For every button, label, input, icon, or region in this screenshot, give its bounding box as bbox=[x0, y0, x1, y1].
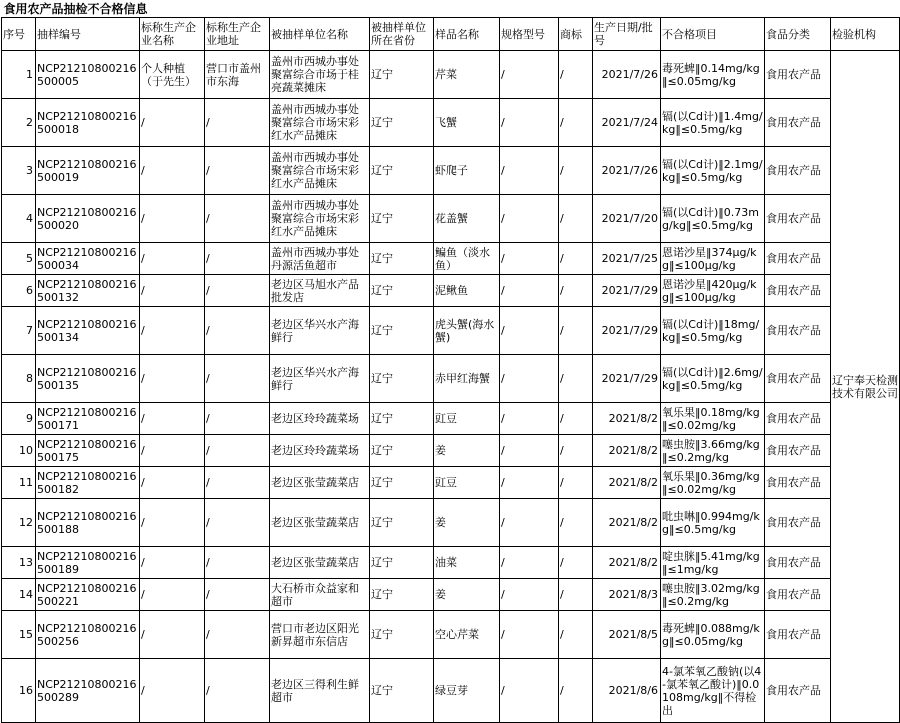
header-cell: 标称生产企业名称 bbox=[140, 18, 205, 51]
cell-producer: / bbox=[140, 659, 205, 723]
cell-code: NCP21210800216500134 bbox=[36, 307, 140, 355]
cell-category: 食用农产品 bbox=[765, 499, 831, 547]
cell-date: 2021/8/2 bbox=[593, 435, 661, 467]
cell-category: 食用农产品 bbox=[765, 243, 831, 275]
cell-code: NCP21210800216500289 bbox=[36, 659, 140, 723]
cell-spec: / bbox=[500, 307, 559, 355]
cell-code: NCP21210800216500020 bbox=[36, 195, 140, 243]
cell-producer: / bbox=[140, 195, 205, 243]
cell-province: 辽宁 bbox=[370, 403, 434, 435]
cell-address: / bbox=[205, 355, 270, 403]
cell-producer: / bbox=[140, 147, 205, 195]
cell-brand: / bbox=[559, 51, 593, 99]
cell-date: 2021/7/24 bbox=[593, 99, 661, 147]
results-table bbox=[1, 1, 900, 723]
cell-brand: / bbox=[559, 499, 593, 547]
cell-province: 辽宁 bbox=[370, 147, 434, 195]
table-row bbox=[2, 147, 900, 195]
cell-spec: / bbox=[500, 435, 559, 467]
cell-brand: / bbox=[559, 403, 593, 435]
cell-no: 5 bbox=[2, 243, 36, 275]
header-cell: 检验机构 bbox=[831, 18, 900, 51]
cell-producer: / bbox=[140, 243, 205, 275]
cell-sample: 豇豆 bbox=[434, 467, 500, 499]
cell-producer: / bbox=[140, 579, 205, 611]
cell-unit: 老边区马旭水产品批发店 bbox=[270, 275, 370, 307]
cell-unit: 老边区玲玲蔬菜场 bbox=[270, 403, 370, 435]
cell-sample: 姜 bbox=[434, 435, 500, 467]
cell-address: / bbox=[205, 435, 270, 467]
header-cell: 被抽样单位名称 bbox=[270, 18, 370, 51]
table-row bbox=[2, 499, 900, 547]
cell-province: 辽宁 bbox=[370, 467, 434, 499]
cell-spec: / bbox=[500, 51, 559, 99]
header-cell: 不合格项目 bbox=[661, 18, 765, 51]
cell-no: 11 bbox=[2, 467, 36, 499]
cell-date: 2021/8/2 bbox=[593, 467, 661, 499]
cell-unit: 老边区三得利生鲜超市 bbox=[270, 659, 370, 723]
header-cell: 序号 bbox=[2, 18, 36, 51]
header-cell: 被抽样单位所在省份 bbox=[370, 18, 434, 51]
cell-brand: / bbox=[559, 435, 593, 467]
cell-agency: 辽宁奉天检测技术有限公司 bbox=[831, 51, 900, 723]
cell-category: 食用农产品 bbox=[765, 579, 831, 611]
table-row bbox=[2, 307, 900, 355]
cell-producer: / bbox=[140, 99, 205, 147]
cell-no: 8 bbox=[2, 355, 36, 403]
cell-brand: / bbox=[559, 659, 593, 723]
header-cell: 样品名称 bbox=[434, 18, 500, 51]
cell-province: 辽宁 bbox=[370, 579, 434, 611]
cell-brand: / bbox=[559, 579, 593, 611]
cell-address: 营口市盖州市东海 bbox=[205, 51, 270, 99]
cell-no: 4 bbox=[2, 195, 36, 243]
cell-item: 镉(以Cd计)‖1.4mg/kg‖≤0.5mg/kg bbox=[661, 99, 765, 147]
table-row bbox=[2, 467, 900, 499]
cell-date: 2021/7/20 bbox=[593, 195, 661, 243]
table-row bbox=[2, 355, 900, 403]
cell-address: / bbox=[205, 611, 270, 659]
cell-item: 镉(以Cd计)‖2.1mg/kg‖≤0.5mg/kg bbox=[661, 147, 765, 195]
cell-unit: 盖州市西城办事处聚富综合市场宋彩红水产品摊床 bbox=[270, 195, 370, 243]
cell-sample: 赤甲红海蟹 bbox=[434, 355, 500, 403]
cell-brand: / bbox=[559, 307, 593, 355]
cell-no: 3 bbox=[2, 147, 36, 195]
cell-spec: / bbox=[500, 243, 559, 275]
cell-date: 2021/7/25 bbox=[593, 243, 661, 275]
cell-province: 辽宁 bbox=[370, 659, 434, 723]
cell-unit: 盖州市西城办事处聚富综合市场宋彩红水产品摊床 bbox=[270, 99, 370, 147]
cell-item: 恩诺沙星‖420μg/kg‖≤100μg/kg bbox=[661, 275, 765, 307]
cell-date: 2021/7/26 bbox=[593, 51, 661, 99]
cell-province: 辽宁 bbox=[370, 243, 434, 275]
table-row bbox=[2, 547, 900, 579]
cell-date: 2021/7/29 bbox=[593, 275, 661, 307]
cell-sample: 姜 bbox=[434, 499, 500, 547]
cell-brand: / bbox=[559, 547, 593, 579]
cell-item: 4-氯苯氧乙酸钠(以4-氯苯氧乙酸计)‖0.0108mg/kg‖不得检出 bbox=[661, 659, 765, 723]
cell-producer: / bbox=[140, 499, 205, 547]
cell-sample: 姜 bbox=[434, 579, 500, 611]
cell-unit: 老边区华兴水产海鲜行 bbox=[270, 307, 370, 355]
cell-sample: 绿豆芽 bbox=[434, 659, 500, 723]
cell-address: / bbox=[205, 403, 270, 435]
cell-item: 恩诺沙星‖374μg/kg‖≤100μg/kg bbox=[661, 243, 765, 275]
cell-brand: / bbox=[559, 355, 593, 403]
cell-brand: / bbox=[559, 275, 593, 307]
cell-address: / bbox=[205, 579, 270, 611]
cell-no: 15 bbox=[2, 611, 36, 659]
cell-spec: / bbox=[500, 499, 559, 547]
cell-brand: / bbox=[559, 467, 593, 499]
cell-province: 辽宁 bbox=[370, 499, 434, 547]
cell-no: 12 bbox=[2, 499, 36, 547]
cell-category: 食用农产品 bbox=[765, 659, 831, 723]
cell-unit: 老边区张莹蔬菜店 bbox=[270, 499, 370, 547]
table-row bbox=[2, 579, 900, 611]
cell-item: 氧乐果‖0.18mg/kg‖≤0.02mg/kg bbox=[661, 403, 765, 435]
table-row bbox=[2, 611, 900, 659]
cell-category: 食用农产品 bbox=[765, 611, 831, 659]
cell-date: 2021/8/2 bbox=[593, 547, 661, 579]
table-row bbox=[2, 435, 900, 467]
cell-producer: 个人种植（于先生） bbox=[140, 51, 205, 99]
cell-unit: 老边区张莹蔬菜店 bbox=[270, 467, 370, 499]
cell-item: 镉(以Cd计)‖2.6mg/kg‖≤0.5mg/kg bbox=[661, 355, 765, 403]
cell-date: 2021/7/29 bbox=[593, 307, 661, 355]
cell-address: / bbox=[205, 659, 270, 723]
cell-spec: / bbox=[500, 611, 559, 659]
cell-province: 辽宁 bbox=[370, 51, 434, 99]
cell-producer: / bbox=[140, 435, 205, 467]
cell-province: 辽宁 bbox=[370, 435, 434, 467]
cell-unit: 盖州市西城办事处丹源活鱼超市 bbox=[270, 243, 370, 275]
cell-unit: 大石桥市众益家和超市 bbox=[270, 579, 370, 611]
cell-spec: / bbox=[500, 467, 559, 499]
cell-category: 食用农产品 bbox=[765, 355, 831, 403]
cell-brand: / bbox=[559, 99, 593, 147]
table-row bbox=[2, 275, 900, 307]
cell-producer: / bbox=[140, 611, 205, 659]
cell-brand: / bbox=[559, 611, 593, 659]
cell-spec: / bbox=[500, 275, 559, 307]
cell-address: / bbox=[205, 547, 270, 579]
cell-category: 食用农产品 bbox=[765, 147, 831, 195]
cell-unit: 盖州市西城办事处聚富综合市场于桂亮蔬菜摊床 bbox=[270, 51, 370, 99]
cell-address: / bbox=[205, 195, 270, 243]
cell-spec: / bbox=[500, 659, 559, 723]
cell-no: 14 bbox=[2, 579, 36, 611]
cell-category: 食用农产品 bbox=[765, 547, 831, 579]
cell-province: 辽宁 bbox=[370, 307, 434, 355]
cell-spec: / bbox=[500, 195, 559, 243]
cell-spec: / bbox=[500, 355, 559, 403]
cell-date: 2021/7/29 bbox=[593, 355, 661, 403]
cell-spec: / bbox=[500, 403, 559, 435]
cell-address: / bbox=[205, 275, 270, 307]
table-row bbox=[2, 659, 900, 723]
cell-category: 食用农产品 bbox=[765, 467, 831, 499]
cell-brand: / bbox=[559, 195, 593, 243]
cell-spec: / bbox=[500, 579, 559, 611]
cell-no: 7 bbox=[2, 307, 36, 355]
cell-sample: 飞蟹 bbox=[434, 99, 500, 147]
header-row bbox=[2, 18, 900, 51]
cell-address: / bbox=[205, 99, 270, 147]
cell-code: NCP21210800216500135 bbox=[36, 355, 140, 403]
cell-item: 氧乐果‖0.36mg/kg‖≤0.02mg/kg bbox=[661, 467, 765, 499]
cell-unit: 老边区玲玲蔬菜场 bbox=[270, 435, 370, 467]
header-cell: 抽样编号 bbox=[36, 18, 140, 51]
cell-item: 噻虫胺‖3.02mg/kg‖≤0.2mg/kg bbox=[661, 579, 765, 611]
header-cell: 食品分类 bbox=[765, 18, 831, 51]
cell-code: NCP21210800216500005 bbox=[36, 51, 140, 99]
table-row bbox=[2, 99, 900, 147]
cell-date: 2021/8/5 bbox=[593, 611, 661, 659]
cell-unit: 老边区张莹蔬菜店 bbox=[270, 547, 370, 579]
cell-item: 啶虫脒‖5.41mg/kg‖≤1mg/kg bbox=[661, 547, 765, 579]
cell-province: 辽宁 bbox=[370, 195, 434, 243]
cell-item: 镉(以Cd计)‖18mg/kg‖≤0.5mg/kg bbox=[661, 307, 765, 355]
table-row bbox=[2, 195, 900, 243]
cell-item: 镉(以Cd计)‖0.73mg/kg‖≤0.5mg/kg bbox=[661, 195, 765, 243]
cell-category: 食用农产品 bbox=[765, 403, 831, 435]
cell-date: 2021/8/2 bbox=[593, 403, 661, 435]
cell-no: 13 bbox=[2, 547, 36, 579]
cell-unit: 盖州市西城办事处聚富综合市场宋彩红水产品摊床 bbox=[270, 147, 370, 195]
cell-spec: / bbox=[500, 147, 559, 195]
cell-sample: 虾爬子 bbox=[434, 147, 500, 195]
cell-producer: / bbox=[140, 547, 205, 579]
cell-item: 毒死蜱‖0.088mg/kg‖≤0.05mg/kg bbox=[661, 611, 765, 659]
cell-producer: / bbox=[140, 307, 205, 355]
cell-category: 食用农产品 bbox=[765, 435, 831, 467]
table-row bbox=[2, 243, 900, 275]
cell-address: / bbox=[205, 499, 270, 547]
cell-item: 噻虫胺‖3.66mg/kg‖≤0.2mg/kg bbox=[661, 435, 765, 467]
cell-code: NCP21210800216500132 bbox=[36, 275, 140, 307]
header-cell: 标称生产企业地址 bbox=[205, 18, 270, 51]
cell-province: 辽宁 bbox=[370, 355, 434, 403]
cell-category: 食用农产品 bbox=[765, 99, 831, 147]
cell-sample: 花盖蟹 bbox=[434, 195, 500, 243]
cell-unit: 老边区华兴水产海鲜行 bbox=[270, 355, 370, 403]
cell-code: NCP21210800216500175 bbox=[36, 435, 140, 467]
cell-province: 辽宁 bbox=[370, 547, 434, 579]
cell-date: 2021/8/3 bbox=[593, 579, 661, 611]
cell-producer: / bbox=[140, 403, 205, 435]
cell-category: 食用农产品 bbox=[765, 195, 831, 243]
cell-code: NCP21210800216500034 bbox=[36, 243, 140, 275]
cell-no: 9 bbox=[2, 403, 36, 435]
cell-address: / bbox=[205, 307, 270, 355]
cell-sample: 芹菜 bbox=[434, 51, 500, 99]
cell-unit: 营口市老边区阳光新昇超市东信店 bbox=[270, 611, 370, 659]
cell-no: 16 bbox=[2, 659, 36, 723]
cell-code: NCP21210800216500171 bbox=[36, 403, 140, 435]
cell-address: / bbox=[205, 243, 270, 275]
cell-province: 辽宁 bbox=[370, 611, 434, 659]
cell-date: 2021/8/2 bbox=[593, 499, 661, 547]
cell-code: NCP21210800216500182 bbox=[36, 467, 140, 499]
cell-no: 10 bbox=[2, 435, 36, 467]
cell-province: 辽宁 bbox=[370, 99, 434, 147]
table-title: 食用农产品抽检不合格信息 bbox=[2, 1, 900, 18]
cell-item: 吡虫啉‖0.994mg/kg‖≤0.5mg/kg bbox=[661, 499, 765, 547]
cell-producer: / bbox=[140, 355, 205, 403]
cell-date: 2021/8/6 bbox=[593, 659, 661, 723]
cell-sample: 泥鳅鱼 bbox=[434, 275, 500, 307]
cell-sample: 空心芹菜 bbox=[434, 611, 500, 659]
cell-spec: / bbox=[500, 99, 559, 147]
cell-item: 毒死蜱‖0.14mg/kg‖≤0.05mg/kg bbox=[661, 51, 765, 99]
cell-category: 食用农产品 bbox=[765, 307, 831, 355]
cell-sample: 豇豆 bbox=[434, 403, 500, 435]
cell-brand: / bbox=[559, 243, 593, 275]
cell-code: NCP21210800216500018 bbox=[36, 99, 140, 147]
cell-brand: / bbox=[559, 147, 593, 195]
cell-code: NCP21210800216500221 bbox=[36, 579, 140, 611]
table-row bbox=[2, 403, 900, 435]
cell-category: 食用农产品 bbox=[765, 275, 831, 307]
cell-code: NCP21210800216500256 bbox=[36, 611, 140, 659]
cell-address: / bbox=[205, 147, 270, 195]
cell-sample: 虎头蟹(海水蟹) bbox=[434, 307, 500, 355]
cell-sample: 油菜 bbox=[434, 547, 500, 579]
cell-category: 食用农产品 bbox=[765, 51, 831, 99]
cell-code: NCP21210800216500188 bbox=[36, 499, 140, 547]
cell-date: 2021/7/26 bbox=[593, 147, 661, 195]
header-cell: 商标 bbox=[559, 18, 593, 51]
cell-code: NCP21210800216500019 bbox=[36, 147, 140, 195]
header-cell: 生产日期/批号 bbox=[593, 18, 661, 51]
cell-no: 1 bbox=[2, 51, 36, 99]
cell-address: / bbox=[205, 467, 270, 499]
cell-no: 6 bbox=[2, 275, 36, 307]
header-cell: 规格型号 bbox=[500, 18, 559, 51]
table-row bbox=[2, 51, 900, 99]
cell-producer: / bbox=[140, 275, 205, 307]
cell-code: NCP21210800216500189 bbox=[36, 547, 140, 579]
cell-no: 2 bbox=[2, 99, 36, 147]
cell-producer: / bbox=[140, 467, 205, 499]
cell-province: 辽宁 bbox=[370, 275, 434, 307]
cell-spec: / bbox=[500, 547, 559, 579]
cell-sample: 鳊鱼（淡水鱼） bbox=[434, 243, 500, 275]
